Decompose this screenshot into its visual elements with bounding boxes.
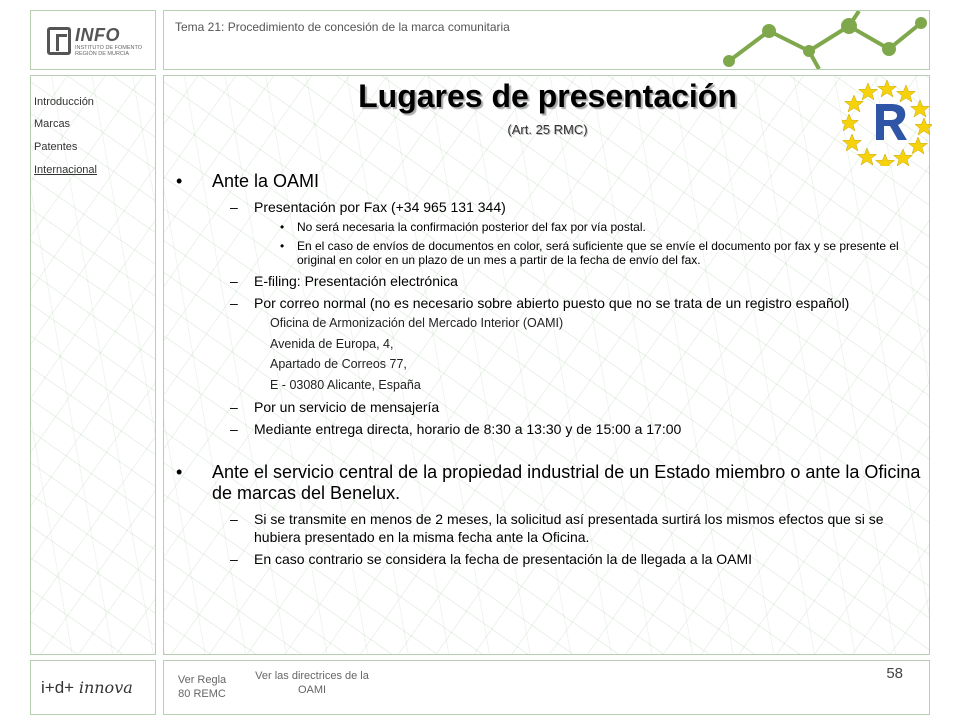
nav-item-introduccion[interactable]: Introducción (34, 96, 94, 108)
list-item: – Por correo normal (no es necesario sobre abierto puesto que no se trata de un registro español) (230, 295, 850, 311)
info-logo-line1: INSTITUTO DE FOMENTO (75, 45, 143, 51)
nav-item-internacional[interactable]: Internacional (34, 164, 97, 176)
address-line-1: Oficina de Armonización del Mercado Interior (OAMI) (270, 316, 564, 330)
list-item: – Por un servicio de mensajería (230, 399, 440, 415)
direct-item: Mediante entrega directa, horario de 8:30 a 13:30 y de 15:00 a 17:00 (254, 421, 682, 437)
innova-logo-prefix: i+d+ (41, 678, 75, 697)
ver-regla-link[interactable]: Ver Regla 80 REMC (177, 674, 227, 700)
slide-subtitle: (Art. 25 RMC) (507, 122, 588, 137)
slide-title: Lugares de presentación (358, 78, 737, 114)
list-item: – E-filing: Presentación electrónica (230, 273, 458, 289)
slide-content-panel (163, 75, 930, 655)
courier-item: Por un servicio de mensajería (254, 399, 440, 415)
innova-logo-panel (30, 660, 156, 715)
address-line-3: Apartado de Correos 77, (270, 357, 407, 371)
ver-directrices-link[interactable]: Ver las directrices de la OAMI (255, 670, 369, 696)
section1-heading: Ante la OAMI (212, 171, 320, 191)
list-item: – Presentación por Fax (+34 965 131 344) (230, 199, 506, 215)
nav-item-marcas[interactable]: Marcas (34, 118, 71, 130)
list-item: • En el caso de envíos de documentos en color, será suficiente que se envíe el documento por fax y se presente el original en color en un plazo de un mes a partir de la fecha de envío del fax. (280, 239, 899, 267)
list-item: – Mediante entrega directa, horario de 8:30 a 13:30 y de 15:00 a 17:00 (230, 421, 682, 437)
bullet-national-office: • Ante el servicio central de la propiedad industrial de un Estado miembro o ante la Oficina de marcas del Benelux. (176, 462, 921, 503)
fax-note-1: No será necesaria la confirmación posterior del fax por vía postal. (297, 220, 646, 234)
side-navigation (30, 75, 156, 655)
topic-title: Tema 21: Procedimiento de concesión de la marca comunitaria (175, 20, 510, 34)
innova-logo-suffix: innova (78, 678, 133, 697)
eu-trademark-icon (842, 76, 932, 166)
fax-item: Presentación por Fax (+34 965 131 344) (254, 199, 506, 215)
mail-item: Por correo normal (no es necesario sobre abierto puesto que no se trata de un registro español) (254, 295, 850, 311)
info-logo-word: INFO (75, 25, 120, 45)
header-bar (163, 10, 930, 70)
address-line-4: E - 03080 Alicante, España (270, 377, 421, 392)
section2-heading: Ante el servicio central de la propiedad industrial de un Estado miembro o ante la Oficina de marcas del Benelux. (212, 462, 921, 503)
slide-body (174, 171, 922, 572)
info-logo-panel (30, 10, 156, 70)
list-item: – En caso contrario se considera la fecha de presentación la de llegada a la OAMI (230, 551, 753, 567)
info-logo-mark (47, 27, 71, 55)
transmit-item: Si se transmite en menos de 2 meses, la solicitud así presentada surtirá los mismos efectos que si se hubiera presentado en la misma fecha ante la Oficina. (254, 511, 884, 545)
molecule-decoration-icon (709, 11, 929, 69)
page-number: 58 (886, 665, 903, 682)
fax-note-2: En el caso de envíos de documentos en color, será suficiente que se envíe el documento por fax y se presente el original en color en un plazo de un mes a partir de la fecha de envío del fax. (297, 239, 899, 267)
info-logo-icon (47, 25, 143, 57)
info-logo-line2: REGIÓN DE MURCIA (75, 51, 130, 57)
list-item: • No será necesaria la confirmación posterior del fax por vía postal. (280, 220, 646, 234)
otherwise-item: En caso contrario se considera la fecha de presentación la de llegada a la OAMI (254, 551, 753, 567)
address-line-2: Avenida de Europa, 4, (270, 336, 394, 351)
efiling-item: E-filing: Presentación electrónica (254, 273, 458, 289)
footer-bar (163, 660, 930, 715)
innova-logo (41, 678, 133, 698)
nav-item-patentes[interactable]: Patentes (34, 141, 78, 153)
list-item: – Si se transmite en menos de 2 meses, la solicitud así presentada surtirá los mismos efectos que si se hubiera presentado en la misma fecha ante la Oficina. (230, 511, 884, 545)
bullet-oami: • Ante la OAMI (176, 171, 320, 191)
